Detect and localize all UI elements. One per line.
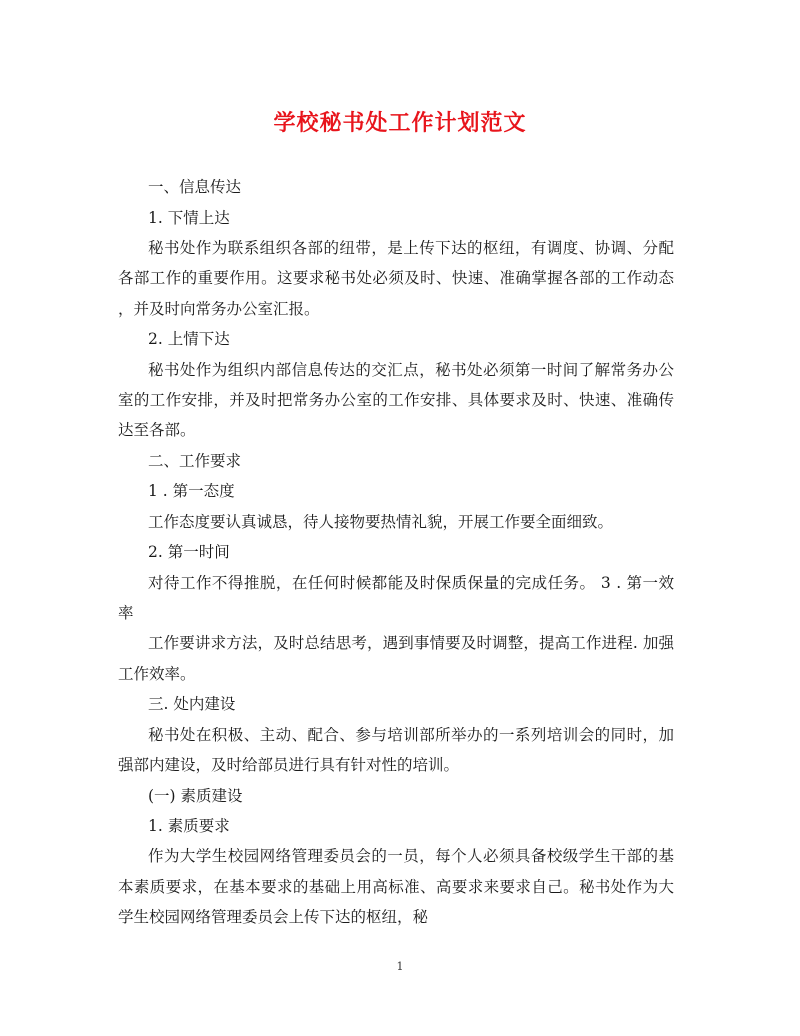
page-number: 1 (396, 960, 404, 973)
paragraph-line: 秘书处作为联系组织各部的纽带，是上传下达的枢纽，有调度、协调、分配 (148, 239, 674, 257)
document-title: 学校秘书处工作计划范文 (273, 110, 527, 136)
paragraph-line: 作为大学生校园网络管理委员会的一员，每个人必须具备校级学生干部的基 (148, 847, 674, 865)
paragraph-line: 学生校园网络管理委员会上传下达的枢纽，秘 (118, 908, 429, 926)
paragraph-line: 秘书处在积极、主动、配合、参与培训部所举办的一系列培训会的同时，加 (148, 726, 674, 744)
paragraph-line: 工作要讲求方法，及时总结思考，遇到事情要及时调整，提高工作进程. 加强 (148, 634, 674, 652)
paragraph-line: 各部工作的重要作用。这要求秘书处必须及时、快速、准确掌握各部的工作动态 (118, 269, 674, 287)
subsection-heading: (一) 素质建设 (148, 787, 243, 805)
paragraph-line: 率 (118, 604, 134, 622)
paragraph-line: 对待工作不得推脱，在任何时候都能及时保质保量的完成任务。 3 . 第一效 (148, 574, 674, 592)
subsection-heading: 2. 第一时间 (148, 543, 230, 561)
paragraph-line: 工作态度要认真诚恳，待人接物要热情礼貌，开展工作要全面细致。 (148, 513, 614, 531)
paragraph-line: 室的工作安排，并及时把常务办公室的工作安排、具体要求及时、快速、准确传 (118, 391, 674, 409)
section-heading: 二、工作要求 (148, 452, 242, 470)
paragraph-line: 强部内建设，及时给部员进行具有针对性的培训。 (118, 756, 460, 774)
section-heading: 三. 处内建设 (148, 695, 236, 713)
paragraph-line: 秘书处作为组织内部信息传达的交汇点，秘书处必须第一时间了解常务办公 (148, 361, 674, 379)
subsection-heading: 2. 上情下达 (148, 330, 230, 348)
subsection-heading: 1. 下情上达 (148, 209, 230, 227)
section-heading: 一、信息传达 (148, 178, 242, 196)
paragraph-line: 达至各部。 (118, 421, 196, 439)
subsection-heading: 1 . 第一态度 (148, 482, 235, 500)
paragraph-line: ，并及时向常务办公室汇报。 (118, 300, 320, 318)
subsection-heading: 1. 素质要求 (148, 817, 230, 835)
paragraph-line: 工作效率。 (118, 665, 196, 683)
paragraph-line: 本素质要求，在基本要求的基础上用高标准、高要求来要求自己。秘书处作为大 (118, 878, 674, 896)
